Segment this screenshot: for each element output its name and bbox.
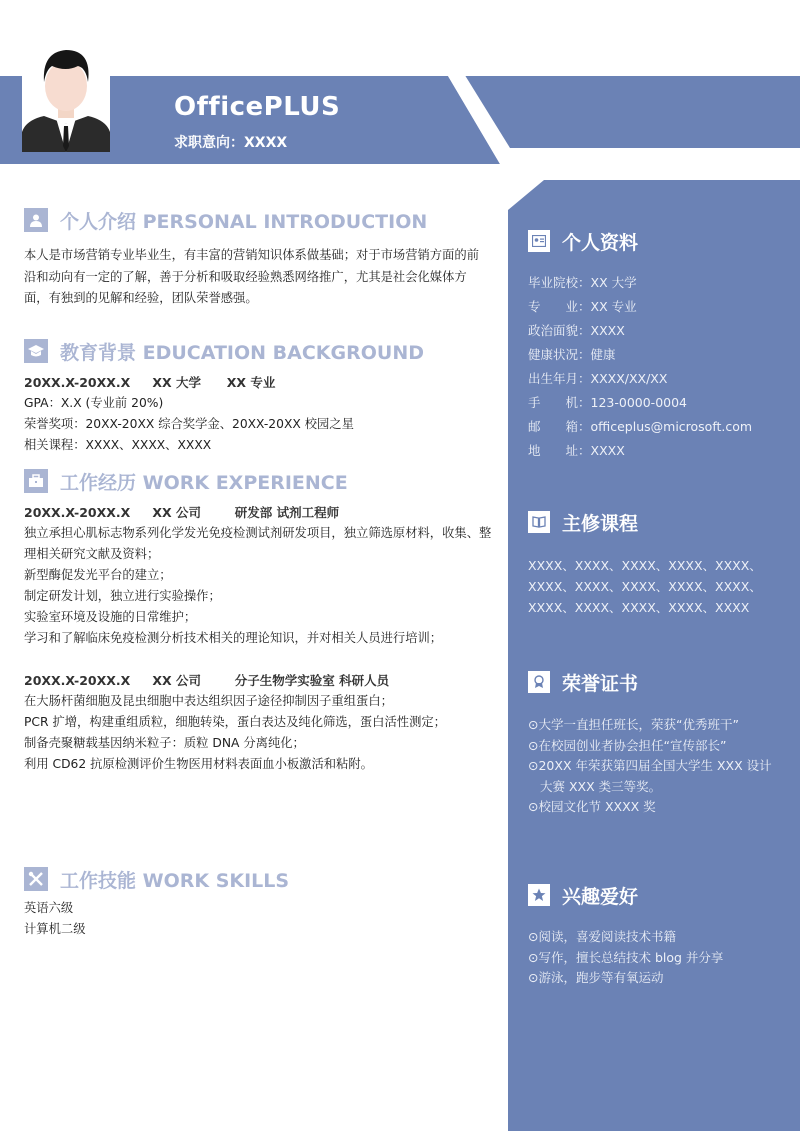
section-title-intro xyxy=(24,207,427,233)
hobby-item: ⊙游泳，跑步等有氧运动 xyxy=(528,970,664,985)
candidate-name: OfficePLUS xyxy=(174,92,341,122)
education-major: XX 专业 xyxy=(226,375,276,390)
job-line: 利用 CD62 抗原检测评价生物医用材料表面血小板激活和粘附。 xyxy=(24,757,373,771)
honor-item: ⊙在校园创业者协会担任“宣传部长” xyxy=(528,737,727,753)
job-line: 新型酶促发光平台的建立； xyxy=(24,568,172,582)
honor-item: ⊙20XX 年荣获第四届全国大学生 XXX 设计大赛 XXX 类三等奖。 xyxy=(528,758,772,794)
education-line: 相关课程：XXXX、XXXX、XXXX xyxy=(24,438,212,452)
briefcase-icon xyxy=(24,469,48,493)
hobby-item: ⊙写作，擅长总结技术 blog 并分享 xyxy=(528,949,724,965)
skill-item: 计算机二级 xyxy=(24,922,86,936)
job-line: PCR 扩增，构建重组质粒，细胞转染，蛋白表达及纯化筛选，蛋白活性测定； xyxy=(24,715,446,729)
section-title-education xyxy=(24,338,424,364)
profile-row: 地 址：XXXX xyxy=(528,443,625,458)
section-title-skills xyxy=(24,866,289,892)
id-card-icon xyxy=(528,230,550,252)
job-line: 独立承担心肌标志物系列化学发光免疫检测试剂研发项目，独立筛选原材料，收集、整理相关研究文献及资料； xyxy=(24,526,492,561)
medal-icon xyxy=(528,671,550,693)
honor-item: ⊙大学一直担任班长，荣获“优秀班干” xyxy=(528,717,739,732)
job-line: 在大肠杆菌细胞及昆虫细胞中表达组织因子途径抑制因子重组蛋白； xyxy=(24,694,393,708)
section-title-text: 工作经历 WORK EXPERIENCE xyxy=(60,471,348,494)
job-period: 20XX.X-20XX.X xyxy=(24,505,131,520)
education-line: 荣誉奖项：20XX-20XX 综合奖学金、20XX-20XX 校园之星 xyxy=(24,417,354,431)
header-band xyxy=(0,76,800,164)
section-title-honors xyxy=(528,669,782,695)
sidebar xyxy=(508,180,800,1131)
hobby-item: ⊙阅读，喜爱阅读技术书籍 xyxy=(528,929,676,944)
courses-section xyxy=(528,509,782,618)
book-icon xyxy=(528,511,550,533)
star-icon xyxy=(528,884,550,906)
profile-row: 手 机：123-0000-0004 xyxy=(528,395,688,410)
tools-icon xyxy=(24,867,48,891)
graduation-cap-icon xyxy=(24,339,48,363)
hobbies-section xyxy=(528,882,782,989)
education-school: XX 大学 xyxy=(152,375,201,390)
intro-text: 本人是市场营销专业毕业生，有丰富的营销知识体系做基础；对于市场营销方面的前沿和动向有一定的了解，善于分析和吸取经验熟悉网络推广，尤其是社会化媒体方面，有独到的见解和经验，团队荣誉感强。 xyxy=(24,248,479,305)
job-company: XX 公司 xyxy=(152,505,201,520)
avatar xyxy=(22,36,110,152)
job-line: 制备壳聚糖载基因纳米粒子：质粒 DNA 分离纯化； xyxy=(24,736,305,750)
job-block xyxy=(24,670,494,775)
section-title-text: 工作技能 WORK SKILLS xyxy=(60,869,290,892)
job-period: 20XX.X-20XX.X xyxy=(24,673,131,688)
skill-item: 英语六级 xyxy=(24,901,74,915)
education-period: 20XX.X-20XX.X xyxy=(24,375,131,390)
section-title-work xyxy=(24,468,348,494)
education-heading xyxy=(24,372,494,393)
profile-row: 毕业院校：XX 大学 xyxy=(528,275,637,290)
job-line: 学习和了解临床免疫检测分析技术相关的理论知识，并对相关人员进行培训； xyxy=(24,631,443,645)
hobbies-list xyxy=(528,927,782,989)
section-title-courses xyxy=(528,509,782,535)
profile-row: 出生年月：XXXX/XX/XX xyxy=(528,371,668,386)
courses-text: XXXX、XXXX、XXXX、XXXX、XXXX、XXXX、XXXX、XXXX、XXXX、XXXX、XXXX、XXXX、XXXX、XXXX、XXXX xyxy=(528,558,762,615)
section-title-text: 个人介绍 PERSONAL INTRODUCTION xyxy=(60,210,428,233)
honor-item: ⊙校园文化节 XXXX 奖 xyxy=(528,799,656,814)
honors-section xyxy=(528,669,782,818)
job-intent: 求职意向：XXXX xyxy=(174,135,288,151)
person-icon xyxy=(24,208,48,232)
profile-row: 健康状况：健康 xyxy=(528,347,616,362)
job-heading xyxy=(24,502,494,523)
section-title-text: 主修课程 xyxy=(562,512,639,535)
job-heading xyxy=(24,670,494,691)
job-role: 分子生物学实验室 科研人员 xyxy=(234,673,390,688)
job-line: 实验室环境及设施的日常维护； xyxy=(24,610,197,624)
section-title-text: 教育背景 EDUCATION BACKGROUND xyxy=(60,341,424,364)
section-title-text: 荣誉证书 xyxy=(562,672,639,695)
profile-section xyxy=(528,228,782,463)
job-company: XX 公司 xyxy=(152,673,201,688)
section-title-text: 个人资料 xyxy=(562,231,639,254)
honors-list xyxy=(528,715,782,818)
education-block xyxy=(24,372,494,456)
job-role: 研发部 试剂工程师 xyxy=(234,505,340,520)
education-line: GPA：X.X (专业前 20%) xyxy=(24,396,164,410)
profile-list xyxy=(528,271,782,463)
section-title-profile xyxy=(528,228,782,254)
profile-row: 政治面貌：XXXX xyxy=(528,323,625,338)
job-block xyxy=(24,502,494,649)
profile-row: 专 业：XX 专业 xyxy=(528,299,637,314)
job-line: 制定研发计划，独立进行实验操作； xyxy=(24,589,221,603)
section-title-text: 兴趣爱好 xyxy=(562,885,639,908)
profile-row: 邮 箱：officeplus@microsoft.com xyxy=(528,419,753,434)
section-title-hobbies xyxy=(528,882,782,908)
skills-block xyxy=(24,898,494,940)
